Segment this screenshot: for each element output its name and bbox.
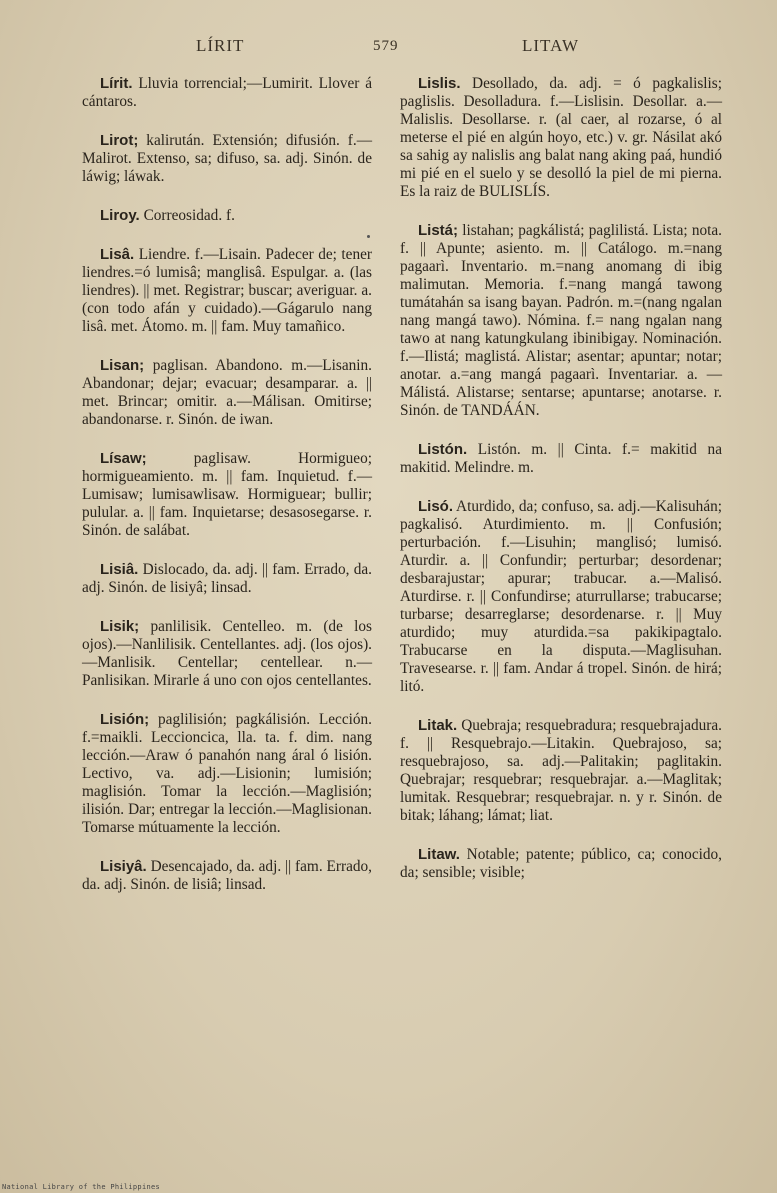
- entry-lisan: [82, 357, 372, 429]
- entry-litak: [400, 717, 722, 825]
- headword: Lisiyâ.: [100, 858, 147, 875]
- entry-lisaw: [82, 450, 372, 540]
- headword: Lisión;: [100, 711, 150, 728]
- definition: Correosidad. f.: [143, 207, 235, 224]
- headword: Lisâ.: [100, 246, 135, 263]
- entry-lirit: [82, 75, 372, 111]
- print-speck: [367, 235, 370, 238]
- definition: Lluvia torrencial;—Lumirit. Llover á cántaros.: [82, 75, 372, 110]
- definition: Aturdido, da; confuso, sa. adj.—Kalisuhán; pagkalisó. Aturdimiento. m. || Confusión; perturbación. f.—Lisuhin; manglisó; lumisó. Aturdir. a. || Confundir; perturbar; desordenar; desbarajustar; apurar; trabucar. a.—Malisó. Aturdirse. r. || Confundirse; aturrullarse; trabucarse; turbarse; desarreglarse; desordenarse. r. || Muy aturdido; muy aturdida.=sa pakikipagtalo. Trabucarse en la disputa.—Maglisuhan. Travesearse. r. || fam. Andar á tropel. Sinón. de hirá; litó.: [400, 498, 723, 695]
- definition: Desencajado, da. adj. || fam. Errado, da. adj. Sinón. de lisiâ; linsad.: [82, 858, 372, 893]
- headword: Lisan;: [100, 357, 145, 374]
- page-number: 579: [373, 38, 399, 54]
- definition: listahan; pagkálistá; paglilistá. Lista; nota. f. || Apunte; asiento. m. || Catálogo. m.=nang pagaarì. Inventario. m.=nang anomang di ibig malimutan. Memoria. f.=nang mangá tawong tumátahán sa isang bayan. Padrón. m.=(nang ngalan nang mangá tawo). Nómina. f.= nang ngalan nang tawo at nang katungkulang ibinibigay. Nominación. f.—Ilistá; maglistá. Alistar; asentar; apuntar; notar; anotar. a.=ang mangá pagaarì. Inventariar. a. — Málistá. Alistarse; sentarse; apuntarse; anotarse. r. Sinón. de TANDÁÁN.: [400, 222, 722, 419]
- headword: Liroy.: [100, 207, 140, 224]
- headword: Lisiâ.: [100, 561, 139, 578]
- entry-lislis: [400, 75, 722, 201]
- entry-lisiya: [82, 858, 372, 894]
- headword: Listón.: [418, 441, 468, 458]
- entry-lirot: [82, 132, 372, 186]
- definition: panlilisik. Centelleo. m. (de los ojos).—Nanlilisik. Centellantes. adj. (los ojos).—Manlisik. Centellar; centellear. n.—Panlisikan. Mirarle á uno con ojos centellantes.: [82, 618, 373, 689]
- definition: Listón. m. || Cinta. f.= makitid na makitid. Melindre. m.: [400, 441, 722, 476]
- definition: Dislocado, da. adj. || fam. Errado, da. adj. Sinón. de lisiyâ; linsad.: [82, 561, 372, 596]
- entry-lista: [400, 222, 722, 420]
- right-column: [400, 75, 722, 903]
- entry-lisa: [82, 246, 372, 336]
- headword: Listá;: [418, 222, 459, 239]
- page-header: [0, 36, 777, 60]
- headword: Lisik;: [100, 618, 140, 635]
- footer-credit: National Library of the Philippines: [2, 1183, 161, 1191]
- definition: Liendre. f.—Lisain. Padecer de; tener liendres.=ó lumisâ; manglisâ. Espulgar. a. (las liendres). || met. Registrar; buscar; averiguar. a. (con todo afán y cuidado).—Gágarulo nang lisâ. met. Átomo. m. || fam. Muy tamañico.: [82, 246, 372, 335]
- headword: Litak.: [418, 717, 458, 734]
- headword: Litaw.: [418, 846, 460, 863]
- entry-litaw: [400, 846, 722, 882]
- entry-liston: [400, 441, 722, 477]
- header-left-guide-word: LÍRIT: [196, 36, 245, 55]
- definition: paglisan. Abandono. m.—Lisanin. Abandonar; dejar; evacuar; desamparar. a. || met. Brincar; omitir. a.—Málisan. Omitirse; abandonarse. r. Sinón. de iwan.: [82, 357, 372, 428]
- definition: paglisaw. Hormigueo; hormigueamiento. m. || fam. Inquietud. f.—Lumisaw; lumisawlisaw. Hormiguear; bullir; pulular. a. || fam. Inquietarse; desasosegarse. r. Sinón. de salábat.: [82, 450, 372, 539]
- definition: Quebraja; resquebradura; resquebrajadura. f. || Resquebrajo.—Litakin. Quebrajoso, sa; resquebrajoso, sa. adj.—Palitakin; paglitakin. Quebrajar; resquebrar; resquebrajar. a.—Maglitak; lumitak. Resquebrar; resquebrajar. n. y r. Sinón. de bitak; láhang; lámat; liat.: [400, 717, 722, 824]
- headword: Lísaw;: [100, 450, 147, 467]
- entry-lision: [82, 711, 372, 837]
- definition: Desollado, da. adj. = ó pagkalislis; paglislis. Desolladura. f.—Lislisin. Desollar. a.—Malislis. Desollarse. r. (al caer, al rozarse, ó al meterse el pié en algún hoyo, etc.) v. gr. Násilat akó sa sahig ay nalislis ang balat nang aking paá, hundió mi pié en el suelo y se desolló la piel de mi pierna. Es la raiz de BULISLÍS.: [400, 75, 722, 200]
- entry-lisik: [82, 618, 372, 690]
- left-column: [82, 75, 372, 915]
- headword: Lislis.: [418, 75, 461, 92]
- entry-liroy: [82, 207, 372, 225]
- headword: Lirot;: [100, 132, 139, 149]
- headword: Lisó.: [418, 498, 454, 515]
- definition: Notable; patente; público, ca; conocido, da; sensible; visible;: [400, 846, 722, 881]
- definition: paglilisión; pagkálisión. Lección. f.=maikli. Leccioncica, lla. ta. f. dim. nang lección.—Araw ó panahón nang áral ó lisión. Lectivo, va. adj.—Lisionin; lumisión; maglisión. Tomar la lección.—Maglisión; ilisión. Dar; entregar la lección.—Maglisionan. Tomarse mútuamente la lección.: [82, 711, 372, 836]
- definition: kalirután. Extensión; difusión. f.—Malirot. Extenso, sa; difuso, sa. adj. Sinón. de láwig; láwak.: [82, 132, 372, 185]
- entry-lisia: [82, 561, 372, 597]
- entry-liso: [400, 498, 722, 696]
- header-right-guide-word: LITAW: [522, 36, 580, 55]
- headword: Lírit.: [100, 75, 133, 92]
